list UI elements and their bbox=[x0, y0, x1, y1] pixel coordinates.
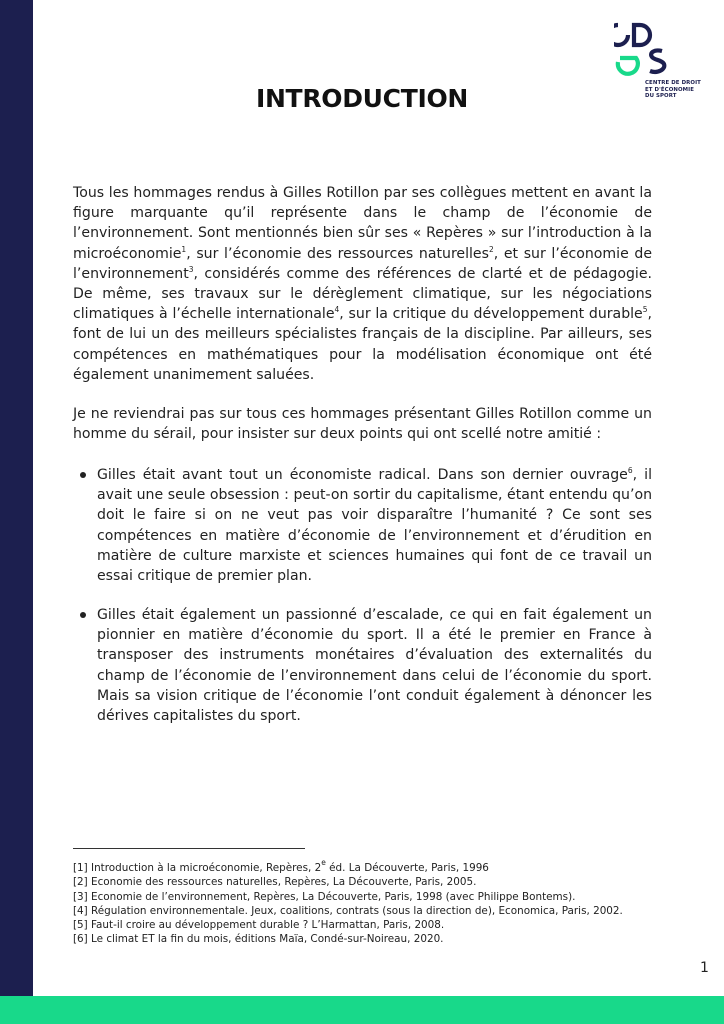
logo-caption-line: CENTRE DE DROIT bbox=[645, 80, 701, 86]
text-run: [1] Introduction à la microéconomie, Repères, 2 bbox=[73, 862, 322, 874]
footnote-1 bbox=[73, 858, 673, 875]
footnote-separator bbox=[73, 848, 305, 849]
text-run: , sur l’économie des ressources naturelles bbox=[186, 245, 489, 262]
text-run: , font de lui un des meilleurs spécialistes français de la discipline. Par ailleurs, ses compétences en mathématiques pour la modélisation économique ont été également unanimement saluées. bbox=[73, 306, 652, 383]
text-run: , considérés comme des références de clarté et de pédagogie. De même, ses travaux sur le dérèglement climatique, sur les négociations climatiques à l’échelle internationale bbox=[73, 265, 652, 323]
ordinal-superscript: e bbox=[321, 858, 326, 867]
logo-caption-line: ET D'ÉCONOMIE bbox=[645, 86, 695, 93]
footnote-ref-6: 6 bbox=[627, 466, 633, 475]
footnote-6: [6] Le climat ET la fin du mois, éditions Maïa, Condé-sur-Noireau, 2020. bbox=[73, 933, 444, 946]
bullet-item-climbing-sport-economics: Gilles était également un passionné d’escalade, ce qui en fait également un pionnier en matière d’économie du sport. Il a été le premier en France à transposer des instruments monétaires d’évaluation des externalités du champ de l’économie de l’environnement dans celui de l’économie du sport. Mais sa vision critique de l’économie l’ont conduit également à dénoncer les dérives capitalistes du sport. bbox=[73, 605, 652, 726]
page-number: 1 bbox=[700, 960, 709, 976]
footnotes bbox=[73, 858, 673, 947]
intro-paragraph-2: Je ne reviendrai pas sur tous ces hommages présentant Gilles Rotillon comme un homme du sérail, pour insister sur deux points qui ont scellé notre amitié : bbox=[73, 406, 652, 443]
text-run: , il avait une seule obsession : peut-on sortir du capitalisme, étant entendu qu’on doit le faire si on ne veut pas voir disparaître l’humanité ? Ce sont ses compétences en matière d’économie de l’environnement et d’érudition en matière de culture marxiste et sciences humaines qui font de ce travail un essai critique de premier plan. bbox=[97, 467, 652, 585]
footnote-ref-2: 2 bbox=[488, 244, 494, 254]
footnote-5: [5] Faut-il croire au développement durable ? L’Harmattan, Paris, 2008. bbox=[73, 919, 445, 932]
footnote-2: [2] Economie des ressources naturelles, Repères, La Découverte, Paris, 2005. bbox=[73, 876, 477, 889]
footnote-ref-4: 4 bbox=[334, 305, 340, 315]
footnote-ref-1: 1 bbox=[181, 244, 187, 254]
footnote-4: [4] Régulation environnementale. Jeux, coalitions, contrats (sous la direction de), Economica, Paris, 2002. bbox=[73, 904, 623, 917]
footnote-ref-5: 5 bbox=[642, 305, 648, 315]
left-sidebar-band bbox=[0, 0, 33, 1024]
logo-caption-line: DU SPORT bbox=[645, 93, 677, 100]
text-run: Tous les hommages rendus à Gilles Rotillon par ses collègues mettent en avant la figure marquante qu’il représente dans le champ de l’économie de l’environnement. Sont mentionnés bien sûr ses « Repères » sur l’introduction à la microéconomie bbox=[73, 185, 652, 262]
footnote-ref-3: 3 bbox=[188, 264, 194, 274]
bottom-color-band bbox=[0, 996, 724, 1024]
cdes-logo-letters-icon bbox=[614, 22, 674, 78]
text-run: , sur la critique du développement durable bbox=[339, 306, 643, 323]
text-run: Gilles était avant tout un économiste radical. Dans son dernier ouvrage bbox=[97, 467, 628, 483]
footnote-3: [3] Economie de l’environnement, Repères, La Découverte, Paris, 1998 (avec Philippe Bontems). bbox=[73, 890, 576, 903]
text-run: éd. La Découverte, Paris, 1996 bbox=[325, 862, 489, 874]
bullet-item-radical-economist bbox=[73, 465, 652, 586]
intro-paragraph-1 bbox=[73, 183, 652, 385]
text-run: , et sur l’économie de l’environnement bbox=[73, 245, 653, 282]
page-title: INTRODUCTION bbox=[255, 84, 469, 113]
